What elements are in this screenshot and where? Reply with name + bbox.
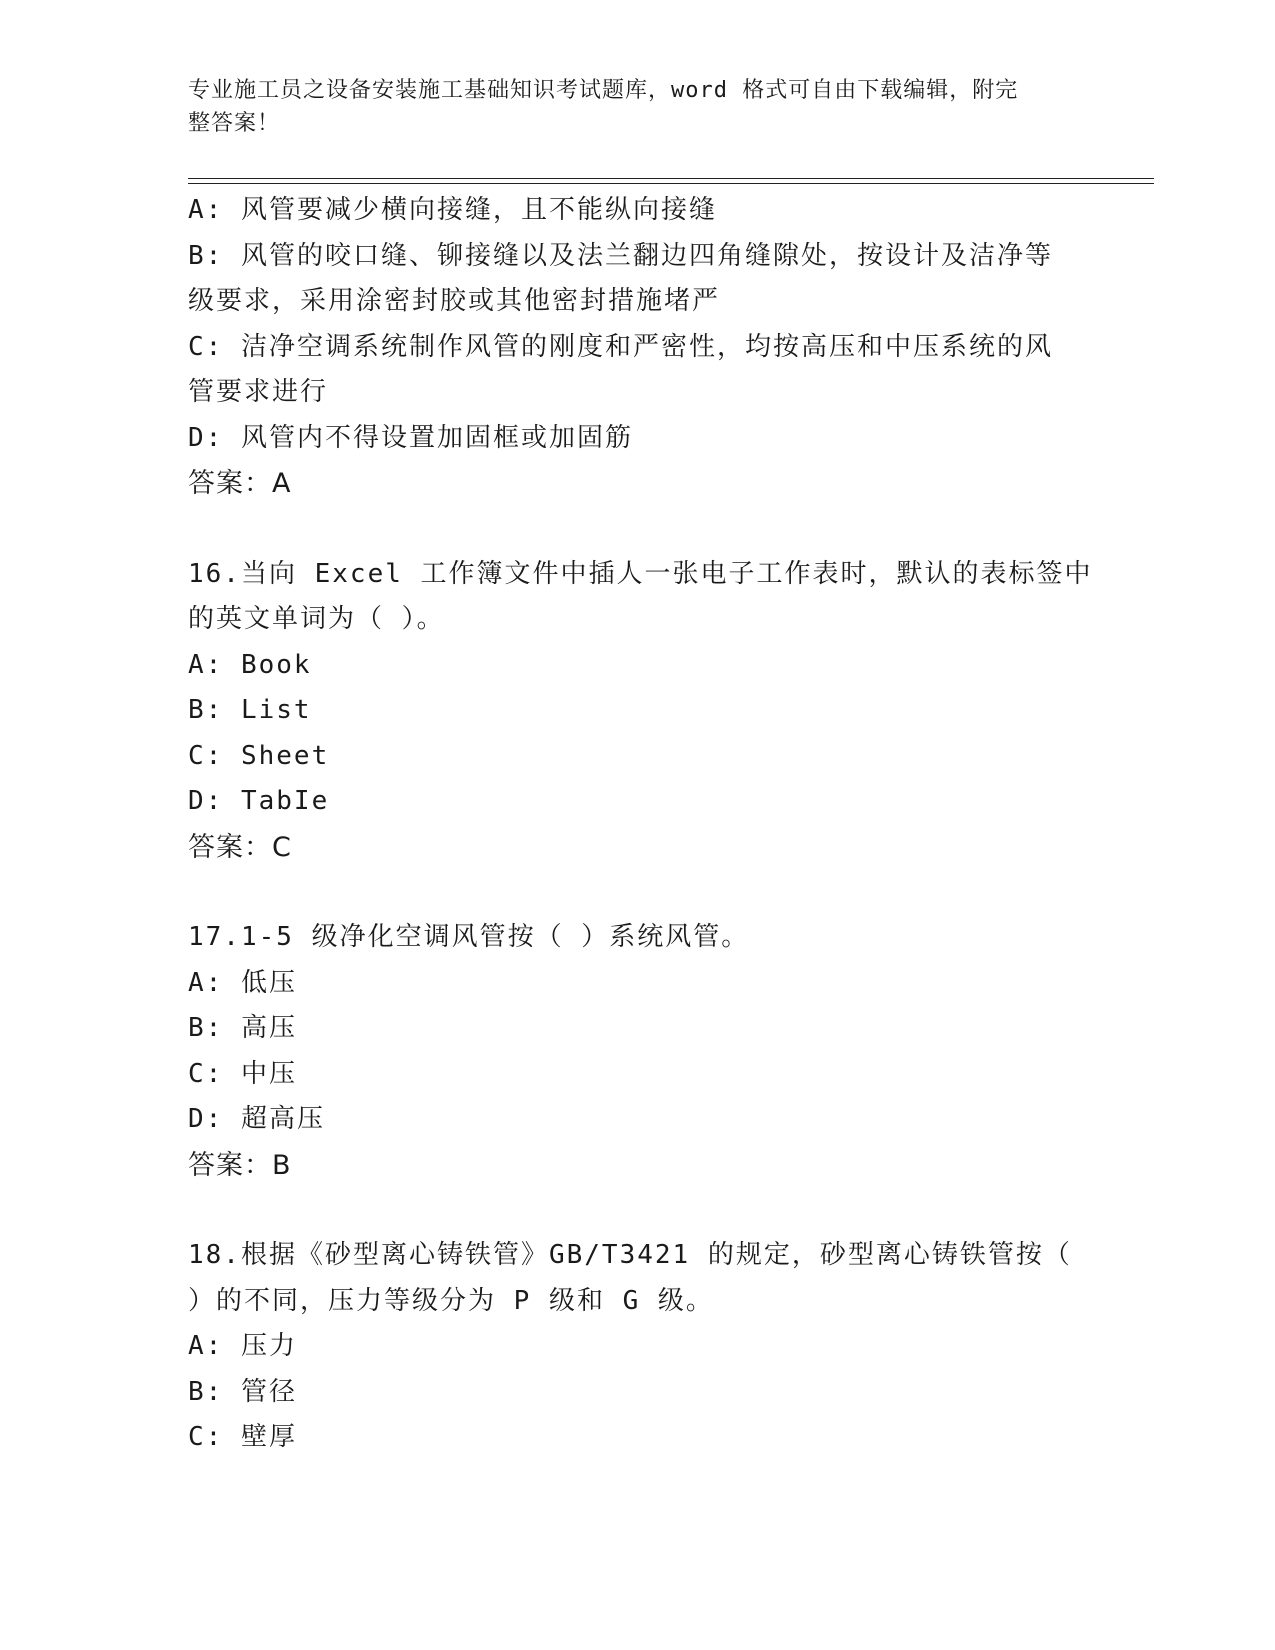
- option-d: D: 风管内不得设置加固框或加固筋: [188, 422, 633, 453]
- answer: 答案：B: [188, 1149, 292, 1181]
- option-d: D: TabIe: [188, 786, 330, 816]
- option-c: C: 中压: [188, 1058, 297, 1089]
- option-a: A: 风管要减少横向接缝，且不能纵向接缝: [188, 195, 717, 225]
- question-spacer: [188, 1188, 1088, 1233]
- option-b: B: 高压: [188, 1013, 297, 1043]
- option-b: B: 风管的咬口缝、铆接缝以及法兰翻边四角缝隙处，按设计及洁净等: [188, 240, 1053, 271]
- header-line-1: 专业施工员之设备安装施工基础知识考试题库，word 格式可自由下载编辑，附完: [188, 78, 1019, 103]
- question-stem: 16.当向 Excel 工作簿文件中插人一张电子工作表时，默认的表标签中: [188, 558, 1093, 589]
- option-b-continued: 级要求，采用涂密封胶或其他密封措施堵严: [188, 286, 721, 316]
- option-a: A: 低压: [188, 967, 297, 998]
- question-content: [188, 188, 1093, 1461]
- header-divider-bottom: [188, 183, 1154, 184]
- question-16: [188, 552, 1093, 871]
- question-spacer: [188, 507, 1088, 552]
- header-divider-top: [188, 178, 1154, 179]
- option-d: D: 超高压: [188, 1104, 325, 1134]
- answer: 答案：C: [188, 831, 292, 863]
- question-stem: 17.1-5 级净化空调风管按（ ）系统风管。: [188, 922, 750, 952]
- answer: 答案：A: [188, 468, 292, 499]
- question-stem-continued: ）的不同，压力等级分为 P 级和 G 级。: [188, 1285, 714, 1316]
- question-stem: 18.根据《砂型离心铸铁管》GB/T3421 的规定，砂型离心铸铁管按（: [188, 1240, 1072, 1270]
- question-spacer: [188, 870, 1088, 915]
- option-c: C: 洁净空调系统制作风管的刚度和严密性，均按高压和中压系统的风: [188, 331, 1053, 362]
- option-b: B: 管径: [188, 1376, 297, 1407]
- question-stem-continued: 的英文单词为（ ）。: [188, 604, 445, 634]
- option-c: C: Sheet: [188, 740, 330, 771]
- option-c-continued: 管要求进行: [188, 377, 329, 407]
- option-c: C: 壁厚: [188, 1422, 297, 1452]
- question-18: [188, 1233, 1088, 1461]
- document-header: [188, 74, 1068, 140]
- header-line-2: 整答案！: [188, 111, 281, 136]
- question-15-tail: [188, 188, 1088, 507]
- option-a: A: 压力: [188, 1331, 297, 1361]
- question-17: [188, 915, 1088, 1188]
- option-a: A: Book: [188, 649, 312, 680]
- option-b: B: List: [188, 695, 312, 725]
